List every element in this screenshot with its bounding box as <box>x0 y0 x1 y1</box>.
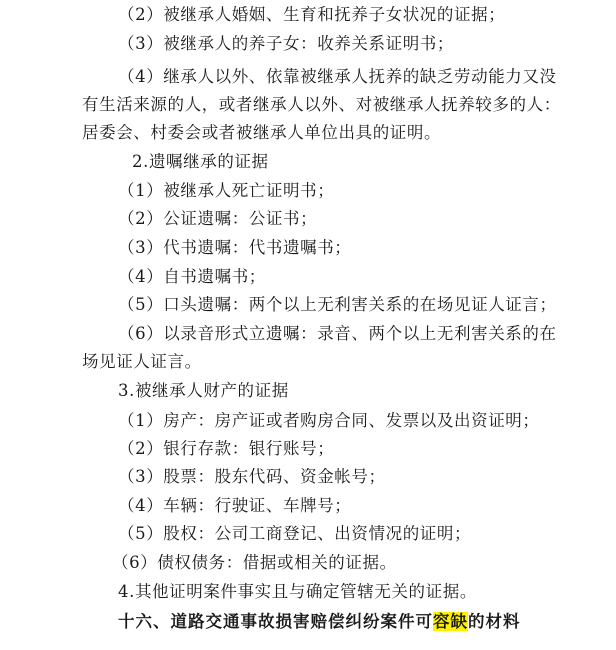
list-item: （2）公证遗嘱：公证书； <box>118 209 318 228</box>
heading-text: 十六、道路交通事故损害赔偿纠纷案件可 <box>118 612 433 631</box>
list-item: （3）代书遗嘱：代书遗嘱书； <box>118 238 352 257</box>
list-item: （4）继承人以外、依靠被继承人抚养的缺乏劳动能力又没 <box>118 67 557 86</box>
list-item: （4）自书遗嘱书； <box>118 267 266 286</box>
list-item: （5）口头遗嘱：两个以上无利害关系的在场见证人证言； <box>118 295 557 314</box>
highlighted-text: 容缺 <box>433 612 468 631</box>
paragraph-line: 场见证人证言。 <box>82 352 202 371</box>
section-heading: 3.被继承人财产的证据 <box>118 381 289 400</box>
list-item: （5）股权：公司工商登记、出资情况的证明； <box>118 524 472 543</box>
section-heading: 4.其他证明案件事实且与确定管辖无关的证据。 <box>118 582 477 601</box>
section-heading: 2.遗嘱继承的证据 <box>132 152 269 171</box>
chapter-heading <box>0 611 616 633</box>
heading-text-end: 的材料 <box>468 612 521 631</box>
list-item: （2）被继承人婚姻、生育和抚养子女状况的证据； <box>118 5 506 24</box>
paragraph-line: 有生活来源的人，或者继承人以外、对被继承人抚养较多的人： <box>82 95 561 114</box>
list-item: （6）以录音形式立遗嘱：录音、两个以上无利害关系的在 <box>118 324 557 343</box>
list-item: （3）被继承人的养子女：收养关系证明书； <box>118 34 454 53</box>
list-item: （6）债权债务：借据或相关的证据。 <box>112 553 397 572</box>
list-item: （1）房产：房产证或者购房合同、发票以及出资证明； <box>118 411 540 430</box>
list-item: （1）被继承人死亡证明书； <box>118 181 335 200</box>
list-item: （3）股票：股东代码、资金帐号； <box>118 467 386 486</box>
list-item: （4）车辆：行驶证、车牌号； <box>118 496 352 515</box>
paragraph-line: 居委会、村委会或者被继承人单位出具的证明。 <box>82 123 442 142</box>
list-item: （2）银行存款：银行账号； <box>118 439 335 458</box>
